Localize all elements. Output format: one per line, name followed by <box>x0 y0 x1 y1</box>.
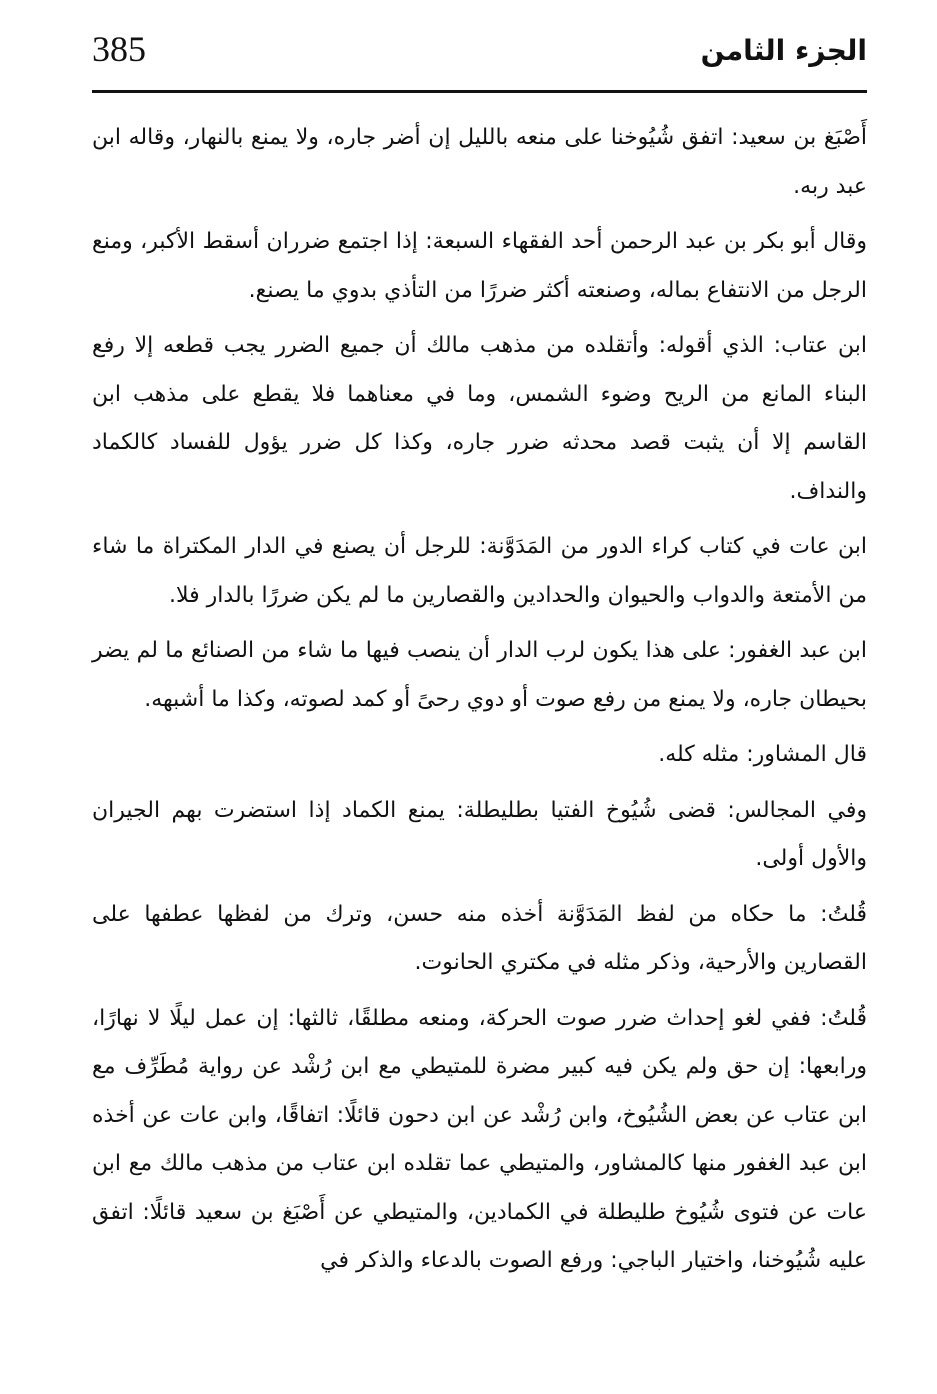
paragraph: ابن عتاب: الذي أقوله: وأتقلده من مذهب مالك أن جميع الضرر يجب قطعه إلا رفع البناء المانع من الريح وضوء الشمس، وما في معناهما فلا يقطع على مذهب ابن القاسم إلا أن يثبت قصد محدثه ضرر جاره، وكذا كل ضرر يؤول للفساد كالكماد والنداف. <box>92 333 867 504</box>
body-text <box>92 114 867 1293</box>
paragraph: وقال أبو بكر بن عبد الرحمن أحد الفقهاء السبعة: إذا اجتمع ضرران أسقط الأكبر، ومنع الرجل من الانتفاع بماله، وصنعته أكثر ضررًا من التأذي بدوي ما يصنع. <box>92 229 867 303</box>
page-number: 385 <box>92 29 146 69</box>
paragraph: قال المشاور: مثله كله. <box>658 742 867 767</box>
paragraph: ابن عات في كتاب كراء الدور من المَدَوَّنة: للرجل أن يصنع في الدار المكتراة ما شاء من الأمتعة والدواب والحيوان والحدادين والقصارين ما لم يكن ضررًا بالدار فلا. <box>92 534 867 608</box>
running-head: الجزء الثامن <box>700 34 867 67</box>
paragraph: وفي المجالس: قضى شُيُوخ الفتيا بطليطلة: يمنع الكماد إذا استضرت بهم الجيران والأول أولى. <box>92 797 867 871</box>
paragraph: قُلتُ: ففي لغو إحداث ضرر صوت الحركة، ومنعه مطلقًا، ثالثها: إن عمل ليلًا لا نهارًا، ورابعها: إن حق ولم يكن فيه كبير مضرة للمتيطي مع ابن رُشْد عن رواية مُطَرِّف مع ابن عتاب عن بعض الشُيُوخ، وابن رُشْد عن ابن دحون قائلًا: اتفاقًا، وابن عات عن أخذه ابن عبد الغفور منها كالمشاور، والمتيطي عما تقلده ابن عتاب من مذهب مالك مع ابن عات عن فتوى شُيُوخ طليطلة في الكمادين، والمتيطي عن أَصْبَغ بن سعيد قائلًا: اتفق عليه شُيُوخنا، واختيار الباجي: ورفع الصوت بالدعاء والذكر في <box>92 1005 867 1273</box>
paragraph: أَصْبَغ بن سعيد: اتفق شُيُوخنا على منعه بالليل إن أضر جاره، ولا يمنع بالنهار، وقاله ابن عبد ربه. <box>92 125 867 199</box>
paragraph: قُلتُ: ما حكاه من لفظ المَدَوَّنة أخذه منه حسن، وترك من لفظها عطفها على القصارين والأرحية، وذكر مثله في مكتري الحانوت. <box>92 901 867 975</box>
book-page <box>92 18 867 1378</box>
header-rule <box>92 90 867 93</box>
paragraph: ابن عبد الغفور: على هذا يكون لرب الدار أن ينصب فيها ما شاء من الصنائع ما لم يضر بحيطان جاره، ولا يمنع من رفع صوت أو دوي رحىً أو كمد لصوته، وكذا ما أشبهه. <box>92 638 867 712</box>
page-header <box>92 18 867 88</box>
